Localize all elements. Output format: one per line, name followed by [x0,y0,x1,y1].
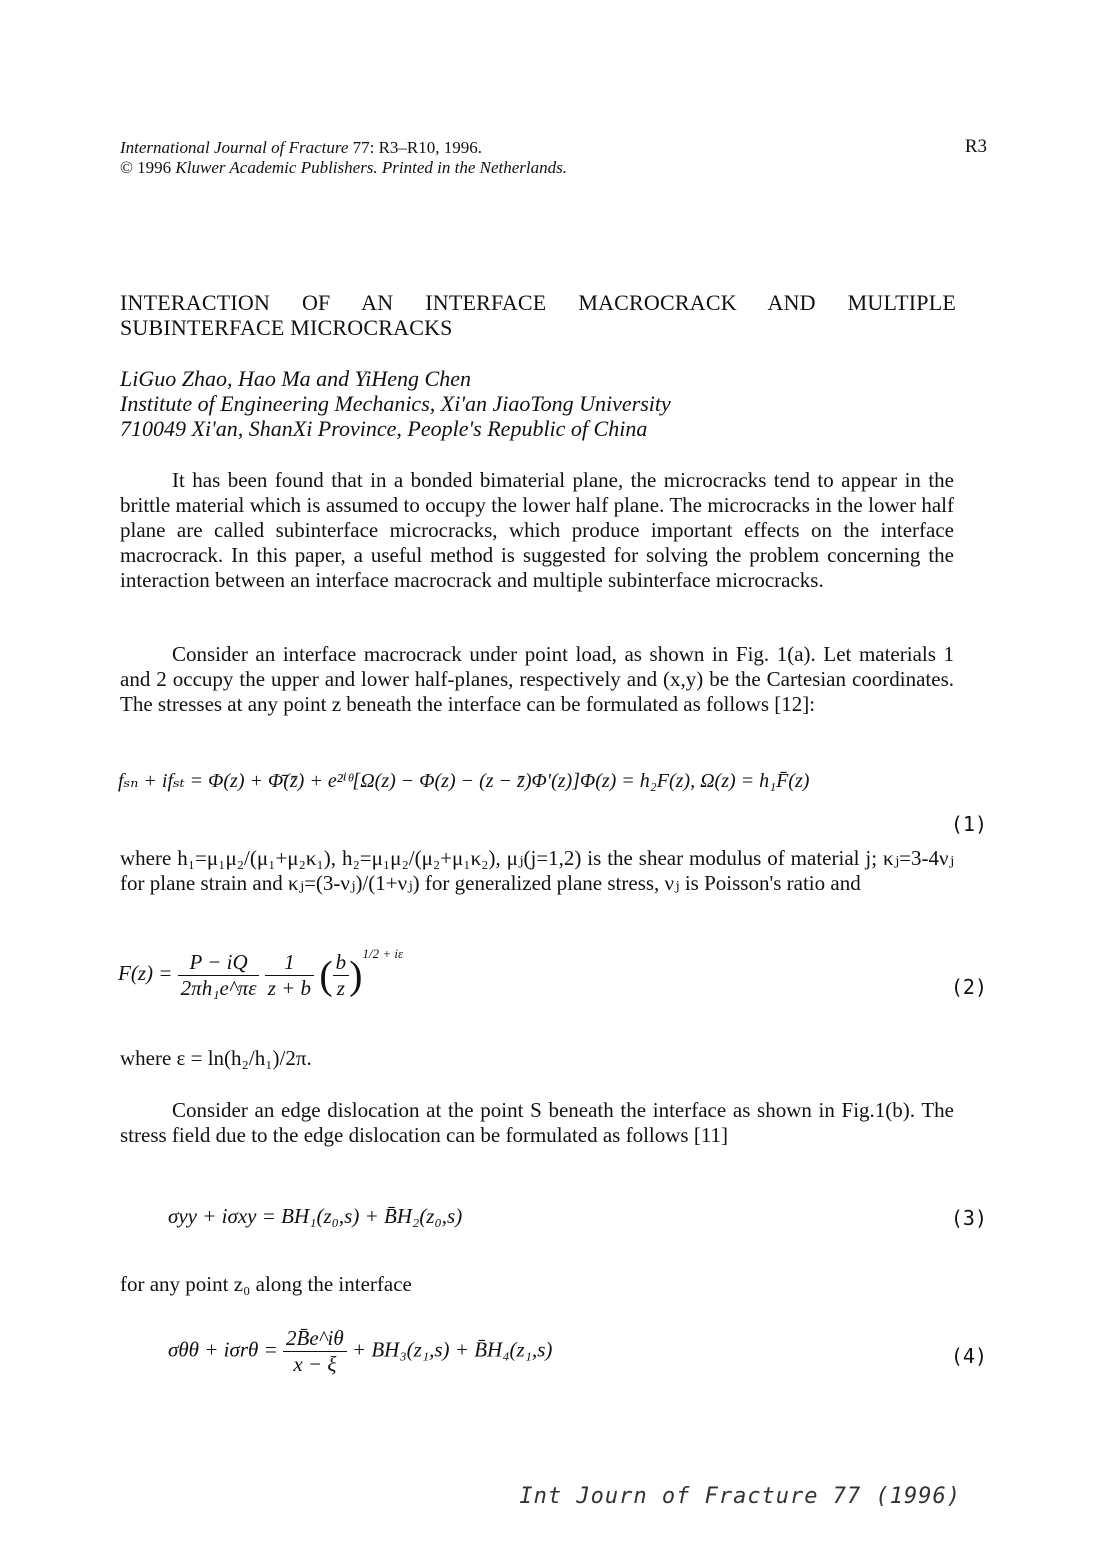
page-number: R3 [964,136,987,157]
eq2-lhs: F(z) = [118,961,173,985]
copyright-line [120,158,567,178]
author-address: 710049 Xi'an, ShanXi Province, People's Republic of China [120,416,648,441]
journal-header [120,138,567,178]
abstract-paragraph [120,468,954,593]
eq2-fraction-1 [178,950,260,1001]
eq2-right-paren: ) [349,952,363,998]
paper-title: INTERACTION OF AN INTERFACE MACROCRACK AND MULTIPLE SUBINTERFACE MICROCRACKS [120,290,956,340]
paragraph-text: Consider an interface macrocrack under point load, as shown in Fig. 1(a). Let materials 1 and 2 occupy the upper and lower half-planes, respectively and (x,y) be the Cartesian coordinates. The stresses at any point z beneath the interface can be formulated as follows [12]: [120,642,954,716]
paragraph-text: It has been found that in a bonded bimaterial plane, the microcracks tend to appear in the brittle material which is assumed to occupy the lower half plane. The microcracks in the lower half plane are called subinterface microcracks, which produce important effects on the interface macrocrack. In this paper, a useful method is suggested for solving the problem concerning the interaction between an interface macrocrack and multiple subinterface microcracks. [120,468,954,592]
eq4-numerator: 2B̄e^iθ [283,1326,347,1352]
eq4-lhs: σθθ + iσrθ = [168,1337,278,1362]
equation-3: σyy + iσxy = BH₁(z₀,s) + B̄H₂(z₀,s) [168,1204,463,1228]
equation-1-number: (1) [950,812,987,836]
paragraph-text: Consider an edge dislocation at the point S beneath the interface as shown in Fig.1(b). The stress field due to the edge dislocation can be formulated as follows [11] [120,1098,954,1147]
eq4-denominator: x − ξ [293,1352,337,1376]
body-paragraph-1 [120,642,954,717]
paragraph-text: where h₁=μ₁μ₂/(μ₁+μ₂κ₁), h₂=μ₁μ₂/(μ₂+μ₁κ₂), μⱼ(j=1,2) is the shear modulus of material j; κⱼ=3-4νⱼ for plane strain and κⱼ=(3-νⱼ)/(1+νⱼ) for generalized plane stress, νⱼ is Poisson's ratio and [120,846,954,895]
equation-2-number: (2) [950,975,987,999]
author-block [120,366,671,441]
copyright-symbol: © 1996 [120,158,172,177]
body-paragraph-3 [120,1098,954,1148]
eq2-fraction-3 [333,950,350,1001]
interface-point-text: for any point z₀ along the interface [120,1272,412,1296]
journal-volume: 77 [352,138,370,157]
eq2-denominator-2: z + b [267,975,312,1000]
equation-1: fₛₙ + ifₛₜ = Φ(z) + Φ̄(z̄) + e²ⁱᶿ[Ω(z) − Φ(z) − (z − z̄)Φ′(z)]Φ(z) = h₂F(z), Ω(z) = h₁F̄(z) [118,770,810,792]
equation-3-number: (3) [950,1206,987,1230]
eq4-rhs: + BH₃(z₁,s) + B̄H₄(z₁,s) [351,1337,553,1362]
eq2-denominator-3: z [336,975,345,1000]
eq4-fraction [283,1326,347,1377]
author-institute: Institute of Engineering Mechanics, Xi'an JiaoTong University [120,391,671,416]
eq2-numerator-2: 1 [265,950,314,976]
eq2-numerator-3: b [333,950,350,976]
epsilon-definition: where ε = ln(h₂/h₁)/2π. [120,1046,312,1070]
eq2-left-paren: ( [319,952,333,998]
journal-citation-line [120,138,567,158]
publisher-note: Kluwer Academic Publishers. Printed in the Netherlands. [175,158,568,177]
author-names: LiGuo Zhao, Hao Ma and YiHeng Chen [120,366,471,391]
body-paragraph-2 [120,846,954,896]
eq2-exponent: 1/2 + iε [362,946,404,961]
equation-4-number: (4) [950,1344,987,1368]
journal-pages-year: : R3–R10, 1996. [369,138,483,157]
journal-name: International Journal of Fracture [120,138,349,157]
equation-2 [118,946,403,1001]
library-stamp: Int Journ of Fracture 77 (1996) [519,1484,961,1509]
eq2-numerator-1: P − iQ [178,950,260,976]
eq2-fraction-2 [265,950,314,1001]
eq2-denominator-1: 2πh₁e^πε [180,975,257,1000]
equation-4 [168,1326,552,1377]
